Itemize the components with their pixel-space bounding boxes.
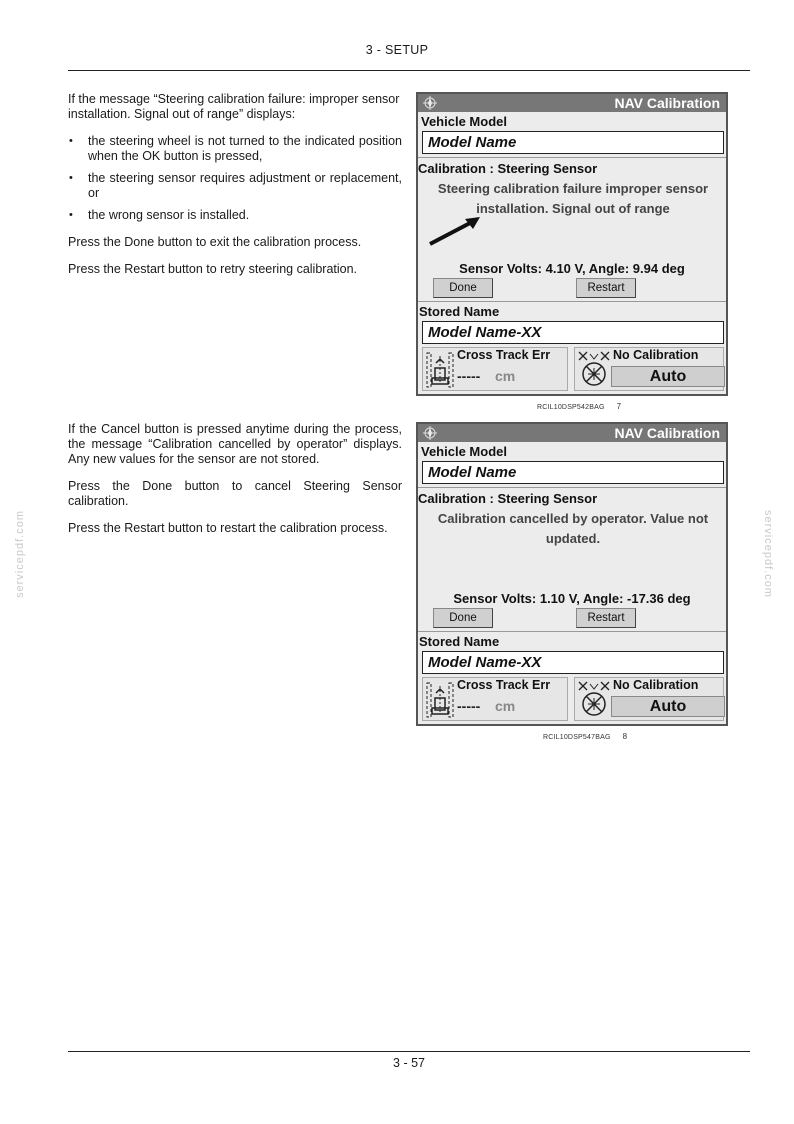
stored-name-field[interactable]: Model Name-XX [422, 651, 724, 674]
section-2-text [68, 422, 402, 548]
sensor-readout: Sensor Volts: 4.10 V, Angle: 9.94 deg [459, 261, 685, 276]
header-rule [68, 70, 750, 71]
section-1-done-paragraph: Press the Done button to exit the calibration process. [68, 235, 362, 249]
section-2-intro: If the Cancel button is pressed anytime during the process, the message “Calibration cancelled by operator” displays. Any new values for the sensor are not stored. [68, 422, 402, 466]
calibration-label: Calibration : Steering Sensor [418, 491, 598, 506]
section-1-text [68, 92, 402, 289]
no-calibration-label: No Calibration [613, 678, 699, 692]
vehicle-model-label: Vehicle Model [421, 114, 507, 129]
calibration-message: Calibration cancelled by operator. Value not updated. [437, 511, 709, 546]
no-calibration-icon [577, 350, 611, 388]
sensor-readout: Sensor Volts: 1.10 V, Angle: -17.36 deg [453, 591, 691, 606]
calibration-status-box [574, 677, 724, 721]
nav-calibration-screen-1 [416, 92, 728, 396]
bullet-item: • the wrong sensor is installed. [68, 208, 402, 223]
section-2-restart-paragraph: Press the Restart button to restart the calibration process. [68, 521, 388, 535]
divider [418, 301, 726, 302]
compass-icon [422, 425, 438, 441]
screen-title: NAV Calibration [614, 425, 720, 441]
caption-code: RCIL10DSP542BAG [537, 404, 605, 411]
section-2-done-paragraph: Press the Done button to cancel Steering Sensor calibration. [68, 479, 402, 508]
bullet-item: • the steering wheel is not turned to the indicated position when the OK button is pressed, [68, 134, 402, 164]
screen-title: NAV Calibration [614, 95, 720, 111]
done-button[interactable]: Done [433, 278, 493, 298]
cross-track-unit: cm [495, 698, 516, 714]
section-1-intro: If the message “Steering calibration failure: improper sensor installation. Signal out of range” displays: [68, 92, 400, 121]
auto-button[interactable]: Auto [611, 366, 725, 387]
watermark-right: servicepdf.com [762, 510, 774, 598]
nav-calibration-screen-2 [416, 422, 728, 726]
footer-rule [68, 1051, 750, 1052]
screen-title-bar [418, 94, 726, 112]
cross-track-value: ----- [457, 368, 481, 384]
no-calibration-label: No Calibration [613, 348, 699, 362]
auto-button[interactable]: Auto [611, 696, 725, 717]
cross-track-box[interactable] [422, 347, 568, 391]
figure-caption-1 [537, 402, 621, 411]
figure-caption-2 [543, 732, 627, 741]
cross-track-label: Cross Track Err [457, 678, 551, 692]
pointer-arrow-icon [428, 214, 480, 246]
section-header: 3 - SETUP [365, 43, 429, 57]
cross-track-box[interactable] [422, 677, 568, 721]
cross-track-icon [426, 352, 454, 388]
vehicle-model-field[interactable]: Model Name [422, 461, 724, 484]
stored-name-label: Stored Name [419, 634, 500, 649]
calibration-message: Steering calibration failure improper sensor installation. Signal out of range [437, 181, 709, 216]
cross-track-value: ----- [457, 698, 481, 714]
section-1-restart-paragraph: Press the Restart button to retry steering calibration. [68, 262, 358, 276]
cross-track-label: Cross Track Err [457, 348, 551, 362]
screen-title-bar [418, 424, 726, 442]
section-1-bullets [68, 134, 402, 223]
status-panel [418, 675, 726, 724]
stored-name-label: Stored Name [419, 304, 500, 319]
no-calibration-icon [577, 680, 611, 718]
vehicle-model-label: Vehicle Model [421, 444, 507, 459]
calibration-status-box [574, 347, 724, 391]
compass-icon [422, 95, 438, 111]
bullet-item: • the steering sensor requires adjustment or replacement, or [68, 171, 402, 201]
caption-number: 7 [616, 402, 622, 411]
calibration-label: Calibration : Steering Sensor [418, 161, 598, 176]
caption-code: RCIL10DSP547BAG [543, 734, 611, 741]
cross-track-icon [426, 682, 454, 718]
page-number: 3 - 57 [393, 1056, 425, 1070]
divider [418, 157, 726, 158]
watermark-left: servicepdf.com [14, 510, 26, 598]
divider [418, 487, 726, 488]
caption-number: 8 [622, 732, 628, 741]
restart-button[interactable]: Restart [576, 608, 636, 628]
cross-track-unit: cm [495, 368, 516, 384]
vehicle-model-field[interactable]: Model Name [422, 131, 724, 154]
done-button[interactable]: Done [433, 608, 493, 628]
divider [418, 631, 726, 632]
status-panel [418, 345, 726, 394]
restart-button[interactable]: Restart [576, 278, 636, 298]
stored-name-field[interactable]: Model Name-XX [422, 321, 724, 344]
